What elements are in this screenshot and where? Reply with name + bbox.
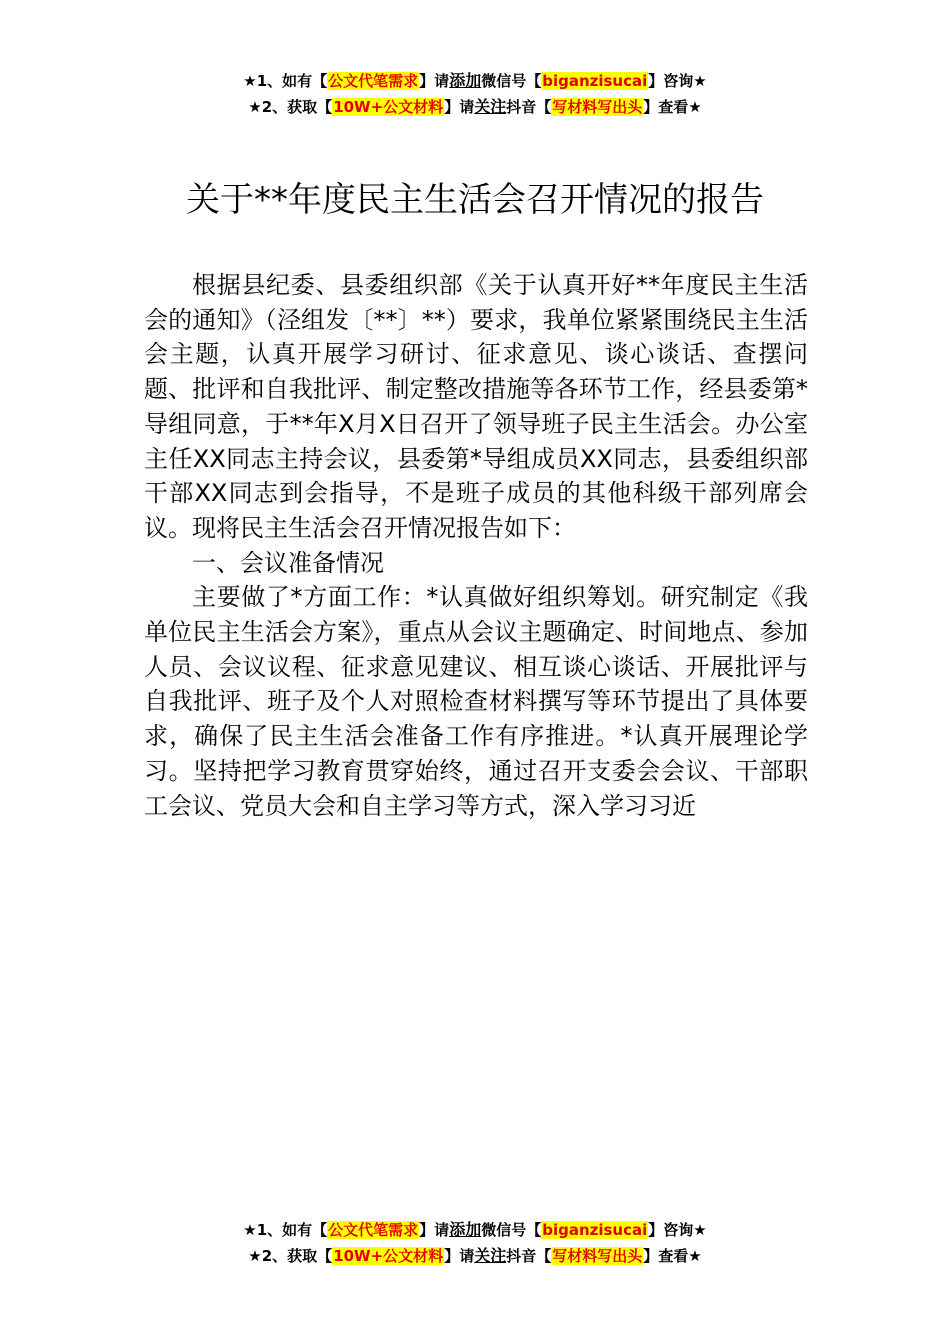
banner-underlined: 关注 — [474, 1246, 507, 1265]
banner-text: 抖音【 — [506, 98, 552, 116]
banner-line-1 — [0, 68, 950, 94]
banner-text: 微信号【 — [481, 72, 542, 90]
banner-text: 微信号【 — [481, 1221, 542, 1239]
footer-banner — [0, 1217, 950, 1269]
banner-text: 抖音【 — [506, 1247, 552, 1265]
section-heading: 一、会议准备情况 — [192, 548, 384, 577]
banner-text: 】查看★ — [643, 98, 702, 116]
banner-text: 】请 — [444, 98, 475, 116]
banner-text: 】查看★ — [643, 1247, 702, 1265]
banner-highlight: 10W+公文材料 — [333, 1247, 444, 1265]
body-paragraph: 根据县纪委、县委组织部《关于认真开好**年度民主生活会的通知》（泾组发〔**〕**）要求，我单位紧紧围绕民主生活会主题，认真开展学习研讨、征求意见、谈心谈话、查摆问题、批评和自我批评、制定整改措施等各环节工作，经县委第*导组同意，于**年X月X日召开了领导班子民主生活会。办公室主任XX同志主持会议，县委第*导组成员XX同志，县委组织部干部XX同志到会指导，不是班子成员的其他科级干部列席会议。现将民主生活会召开情况报告如下： — [144, 271, 808, 542]
banner-text: 】咨询★ — [648, 1221, 707, 1239]
banner-text: 】请 — [419, 1221, 450, 1239]
banner-highlight: 公文代笔需求 — [328, 72, 419, 90]
banner-highlight: 10W+公文材料 — [333, 98, 444, 116]
banner-text: 】咨询★ — [648, 72, 707, 90]
banner-text: ★1、如有【 — [243, 72, 328, 90]
body-paragraph: 主要做了*方面工作：*认真做好组织筹划。研究制定《我单位民主生活会方案》，重点从会议主题确定、时间地点、参加人员、会议议程、征求意见建议、相互谈心谈话、开展批评与自我批评、班子及个人对照检查材料撰写等环节提出了具体要求，确保了民主生活会准备工作有序推进。*认真开展理论学习。坚持把学习教育贯穿始终，通过召开支委会会议、干部职工会议、党员大会和自主学习等方式，深入学习习近 — [144, 583, 808, 820]
banner-highlight: biganzisucai — [542, 1221, 648, 1239]
document-title: 关于**年度民主生活会召开情况的报告 — [186, 180, 764, 220]
banner-highlight: 写材料写出头 — [552, 98, 643, 116]
banner-line-1 — [0, 1217, 950, 1243]
banner-line-2 — [0, 94, 950, 120]
banner-text: ★1、如有【 — [243, 1221, 328, 1239]
banner-text: 】请 — [419, 72, 450, 90]
banner-highlight: biganzisucai — [542, 72, 648, 90]
banner-highlight: 写材料写出头 — [552, 1247, 643, 1265]
banner-line-2 — [0, 1243, 950, 1269]
banner-underlined: 添加 — [449, 71, 482, 90]
header-banner — [0, 68, 950, 120]
banner-text: 】请 — [444, 1247, 475, 1265]
banner-text: ★2、获取【 — [248, 1247, 333, 1265]
banner-underlined: 关注 — [474, 97, 507, 116]
banner-underlined: 添加 — [449, 1220, 482, 1239]
banner-highlight: 公文代笔需求 — [328, 1221, 419, 1239]
document-body — [144, 268, 808, 823]
banner-text: ★2、获取【 — [248, 98, 333, 116]
